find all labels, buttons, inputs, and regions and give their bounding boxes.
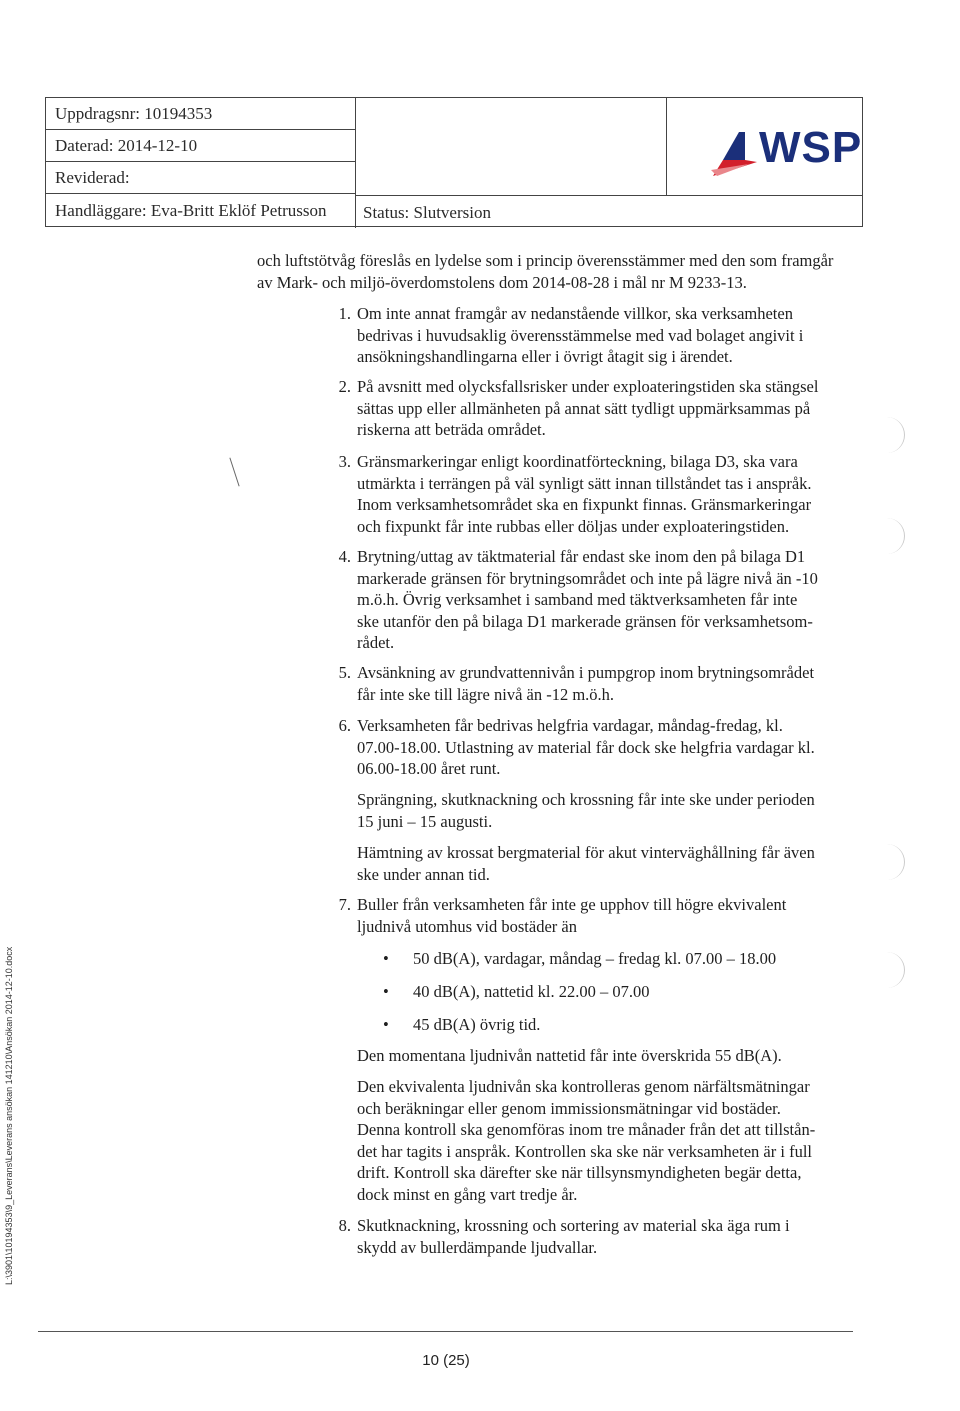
item-number: 2. xyxy=(338,377,351,396)
item-text: Om inte annat framgår av nedanstående villkor, ska verksamheten bedrivas i huvudsaklig överensstämmelse med vad bolaget angivit i ansökningshandlingarna eller i övrigt åtagit sig i ärendet. xyxy=(357,304,804,366)
page-number: 10 (25) xyxy=(422,1352,470,1369)
file-path-label: L:\3901\10194353\9_Leverans\Leverans ansökan 141210\Ansökan 2014-12-10.docx xyxy=(4,946,14,1285)
bullet-icon: • xyxy=(383,1015,389,1034)
scan-margin-mark xyxy=(882,518,905,554)
intro-paragraph: och luftstötvåg föreslås en lydelse som i princip överensstämmer med den som framgår av Mark- och miljö-överdomstolens dom 2014-08-28 i mål nr M 9233-13. xyxy=(257,251,834,292)
bullet-text: 45 dB(A) övrig tid. xyxy=(413,1015,541,1034)
item-number: 8. xyxy=(338,1216,351,1235)
wsp-logo-icon xyxy=(709,130,761,176)
item-text: Skutknackning, krossning och sortering av material ska äga rum i skydd av bullerdämpande ljudvallar. xyxy=(357,1216,790,1257)
case-officer: Handläggare: Eva-Britt Eklöf Petrusson xyxy=(46,194,356,228)
bullet-text: 50 dB(A), vardagar, måndag – fredag kl. 07.00 – 18.00 xyxy=(413,949,777,968)
item-text: Buller från verksamheten får inte ge upphov till högre ekvivalent ljudnivå utomhus vid bostäder än xyxy=(357,895,787,936)
item-text: På avsnitt med olycksfallsrisker under exploateringstiden ska stängsel sättas upp eller allmänheten på annat sätt tydligt uppmärksammas på riskerna att beträda området. xyxy=(357,377,819,439)
item-number: 3. xyxy=(338,452,351,471)
item-text: Verksamheten får bedrivas helgfria vardagar, måndag-fredag, kl. 07.00-18.00. Utlastning av material får dock ske helgfria vardagar kl. 06.00-18.00 året runt. xyxy=(357,716,815,778)
item-number: 4. xyxy=(338,547,351,566)
item-number: 7. xyxy=(338,895,351,914)
item-7-paragraph: Den ekvivalenta ljudnivån ska kontrolleras genom närfältsmätningar och beräkningar eller genom immissionsmätningar vid bostäder. Denna kontroll ska genomföras inom tre månader från det att tillstån- det har tagits i anspråk. Kontrollen ska ske när verksamheten är i full drift. Kontroll ska därefter ske när tillsynsmyndigheten begär detta, dock minst en gång vart tredje år. xyxy=(357,1077,816,1204)
item-6-paragraph: Sprängning, skutknackning och krossning får inte ske under perioden 15 juni – 15 augusti. xyxy=(357,790,815,831)
wsp-logo xyxy=(666,98,862,195)
bullet-icon: • xyxy=(383,949,389,968)
status-field: Status: Slutversion xyxy=(356,195,862,228)
item-7-paragraph: Den momentana ljudnivån nattetid får inte överskrida 55 dB(A). xyxy=(357,1046,782,1065)
footer-divider xyxy=(38,1331,853,1332)
item-text: Brytning/uttag av täktmaterial får endast ske inom den på bilaga D1 markerade gränsen för brytningsområdet och inte på lägre nivå än -10 m.ö.h. Övrig verksamhet i samband med täktverksamheten får inte ske utanför den på bilaga D1 markerade gränsen för verksamhetsom- rådet. xyxy=(357,547,818,652)
item-text: Avsänkning av grundvattennivån i pumpgrop inom brytningsområdet får inte ske till lägre nivå än -12 m.ö.h. xyxy=(357,663,815,704)
date-field: Daterad: 2014-12-10 xyxy=(46,130,356,162)
document-header xyxy=(45,97,863,227)
scan-margin-mark xyxy=(882,952,905,988)
bullet-icon: • xyxy=(383,982,389,1001)
pen-mark xyxy=(229,458,239,487)
bullet-text: 40 dB(A), nattetid kl. 22.00 – 07.00 xyxy=(413,982,650,1001)
assignment-number: Uppdragsnr: 10194353 xyxy=(46,98,356,130)
item-number: 6. xyxy=(338,716,351,735)
wsp-logo-text: WSP xyxy=(759,123,863,172)
item-number: 1. xyxy=(338,304,351,323)
item-text: Gränsmarkeringar enligt koordinatförteckning, bilaga D3, ska vara utmärkta i terrängen på väl synligt sätt innan tillståndet tas i anspråk. Inom verksamhetsområdet ska en fixpunkt finnas. Gränsmarkeringar och fixpunkt får inte rubbas eller döljas under exploateringstiden. xyxy=(357,452,812,536)
scan-margin-mark xyxy=(882,844,905,880)
item-number: 5. xyxy=(338,663,351,682)
item-6-paragraph: Hämtning av krossat bergmaterial för akut vinterväghållning får även ske under annan tid. xyxy=(357,843,815,884)
scan-margin-mark xyxy=(882,417,905,453)
revised-field: Reviderad: xyxy=(46,162,356,194)
